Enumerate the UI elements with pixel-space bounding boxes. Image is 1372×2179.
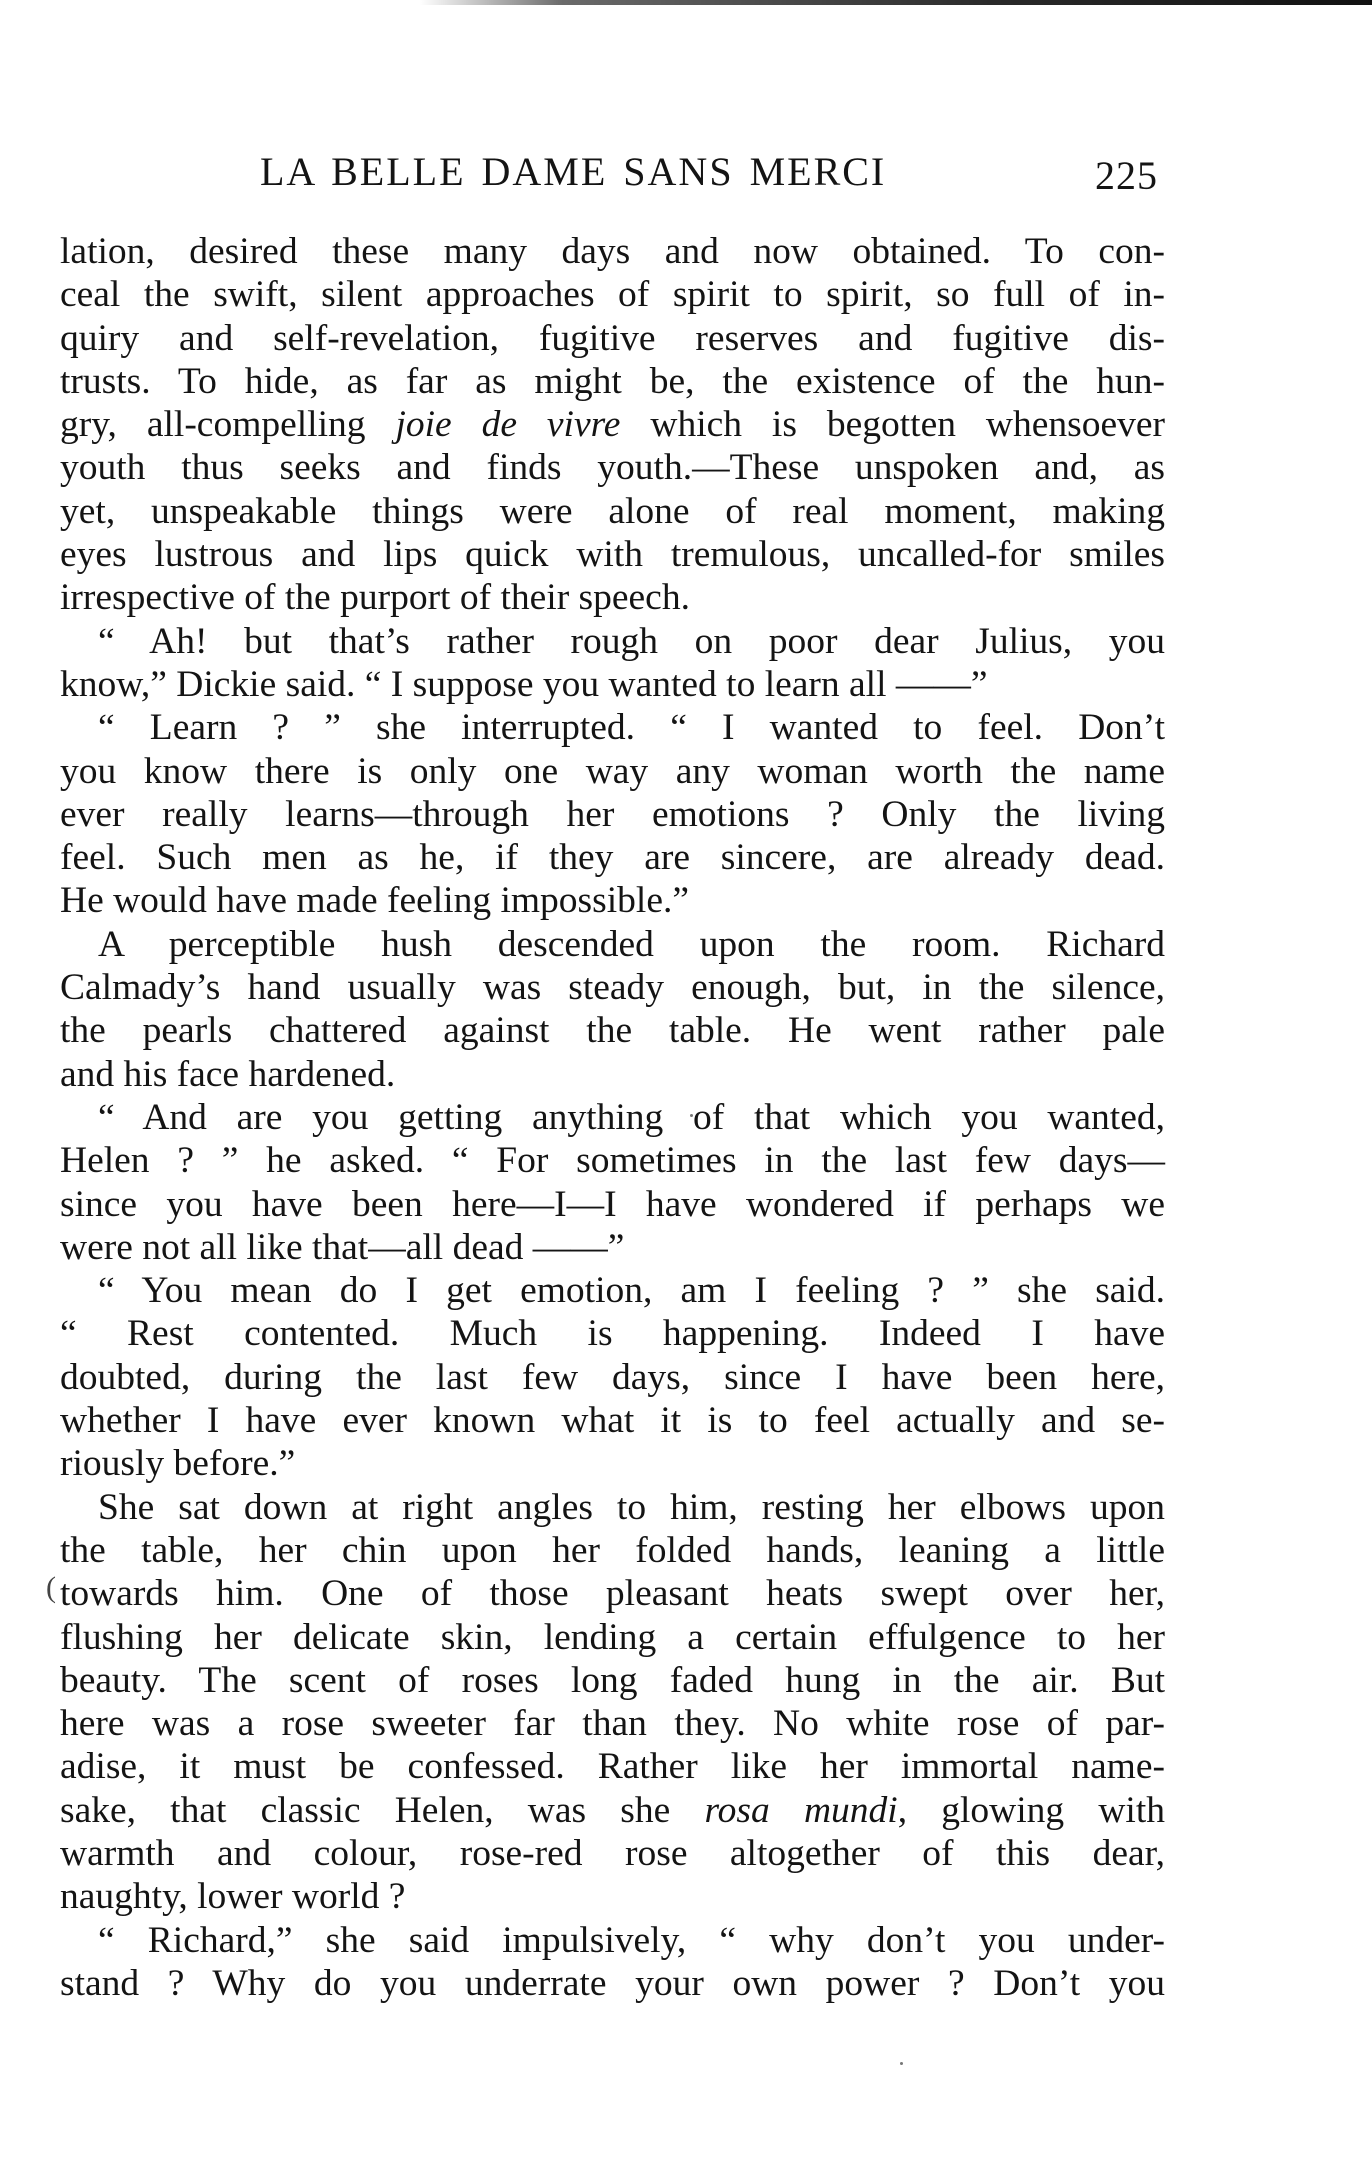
text-line: lation, desired these many days and now obtained. To con- [60,231,1165,272]
text-line: youth thus seeks and finds youth.—These unspoken and, as [60,447,1165,489]
italic-phrase: rosa mundi [704,1789,898,1831]
text-line: stand ? Why do you underrate your own power ? Don’t you [60,1962,1165,2004]
page-number: 225 [1095,153,1158,198]
text-line: whether I have ever known what it is to feel actually and se- [60,1400,1165,1442]
text-line: since you have been here—I—I have wondered if perhaps we [60,1183,1165,1225]
text-line: sake, that classic Helen, was she rosa mundi, glowing with [60,1789,1166,1831]
text-line: “ Rest contented. Much is happening. Indeed I have [60,1313,1165,1355]
margin-mark: ( [46,1571,56,1604]
text-line: beauty. The scent of roses long faded hung in the air. But [60,1659,1165,1701]
text-line: adise, it must be confessed. Rather like her immortal name- [60,1746,1165,1788]
running-head [60,148,1160,208]
text-line: quiry and self-revelation, fugitive reserves and fugitive dis- [60,317,1165,359]
text-line: “ You mean do I get emotion, am I feeling ? ” she said. [98,1270,1165,1312]
text-line: irrespective of the purport of their speech. [60,577,690,619]
text-line: She sat down at right angles to him, resting her elbows upon [98,1486,1165,1528]
text-line: towards him. One of those pleasant heats swept over her, [60,1573,1165,1615]
text-line: the pearls chattered against the table. He went rather pale [60,1010,1165,1052]
text-line: “ And are you getting anything of that which you wanted, [98,1096,1165,1138]
body-text [60,230,1165,2005]
italic-phrase: joie de vivre [395,404,621,446]
text-line: Helen ? ” he asked. “ For sometimes in the last few days— [60,1140,1165,1182]
text-line: eyes lustrous and lips quick with tremulous, uncalled-for smiles [60,534,1165,576]
text-line: warmth and colour, rose-red rose altogether of this dear, [60,1832,1165,1874]
text-line: naughty, lower world ? [60,1876,406,1918]
text-line: “ Learn ? ” she interrupted. “ I wanted to feel. Don’t [98,707,1165,749]
text-line: yet, unspeakable things were alone of real moment, making [60,490,1165,532]
running-title: LA BELLE DAME SANS MERCI [260,149,887,194]
text-line: doubted, during the last few days, since I have been here, [60,1356,1165,1398]
text-line: were not all like that—all dead ——” [60,1226,625,1268]
text-line: ceal the swift, silent approaches of spirit to spirit, so full of in- [60,274,1165,316]
text-line: flushing her delicate skin, lending a certain effulgence to her [60,1616,1165,1658]
text-line: A perceptible hush descended upon the room. Richard [98,923,1165,965]
text-line: “ Richard,” she said impulsively, “ why don’t you under- [98,1919,1165,1961]
text-line: gry, all-compelling joie de vivre which is begotten whensoever [60,404,1165,446]
top-edge-rule [420,0,1372,5]
text-line: ever really learns—through her emotions ? Only the living [60,793,1165,835]
text-line: the table, her chin upon her folded hands, leaning a little [60,1529,1165,1571]
text-line: He would have made feeling impossible.” [60,880,689,922]
text-line: here was a rose sweeter far than they. No white rose of par- [60,1703,1165,1745]
text-line: you know there is only one way any woman worth the name [60,750,1165,792]
text-line: trusts. To hide, as far as might be, the existence of the hun- [60,360,1165,402]
ink-speck [900,2062,903,2065]
text-line: and his face hardened. [60,1053,396,1095]
text-line: “ Ah! but that’s rather rough on poor dear Julius, you [98,620,1165,662]
text-line: riously before.” [60,1443,296,1485]
text-line: feel. Such men as he, if they are sincere, are already dead. [60,837,1165,879]
text-line: Calmady’s hand usually was steady enough, but, in the silence, [60,967,1165,1009]
text-line: know,” Dickie said. “ I suppose you wanted to learn all ——” [60,663,988,705]
